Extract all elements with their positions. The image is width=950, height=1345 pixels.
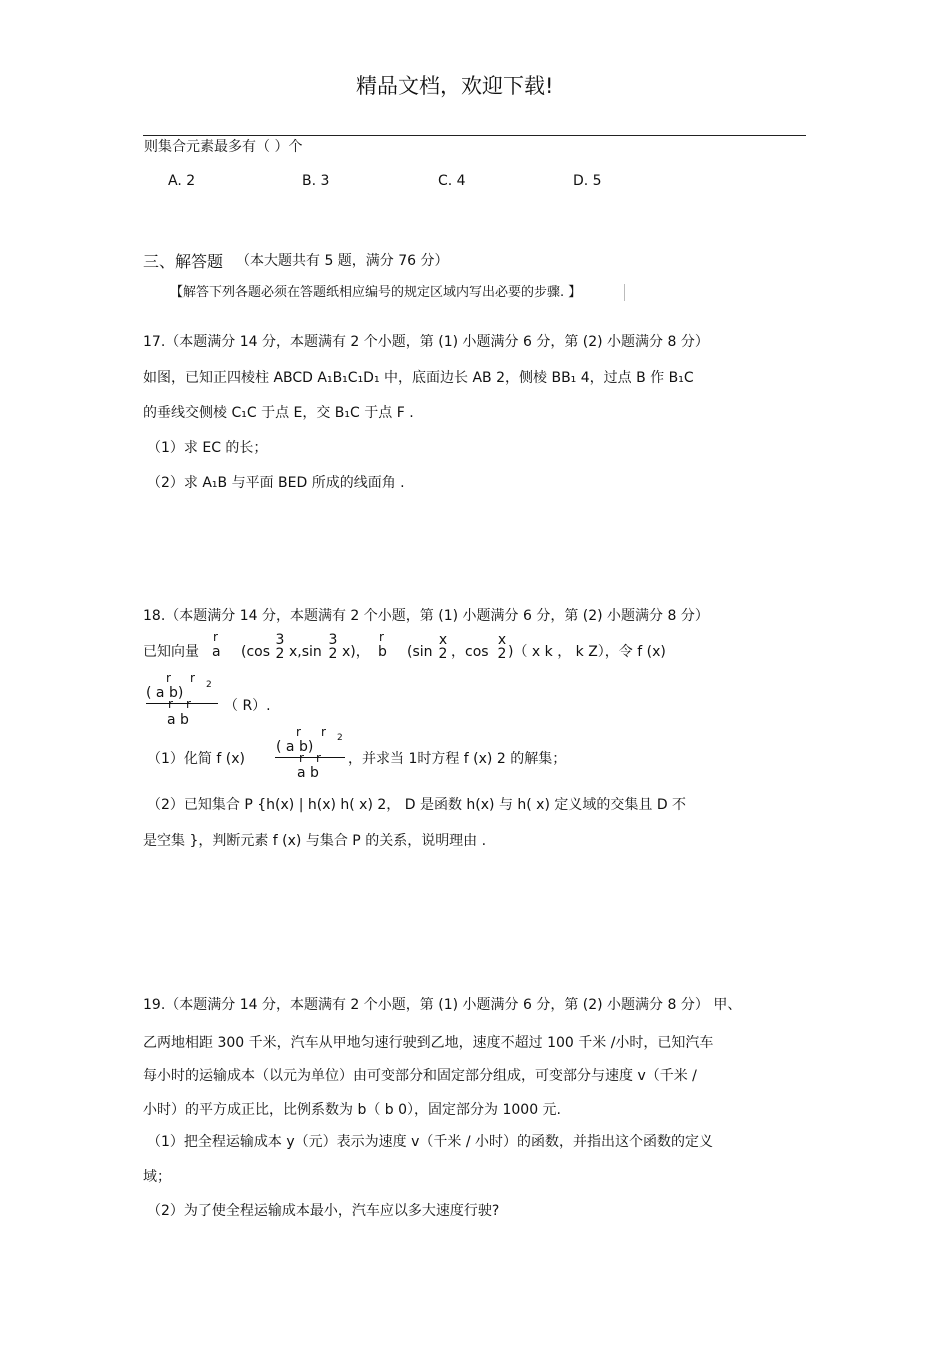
q19-part1-line2: 域；: [143, 1169, 171, 1185]
line1-rest: )（ x k ， k Z），令 f (x): [508, 644, 666, 660]
fx-frac-den: a b: [167, 712, 189, 728]
vec-a-arrow: r: [166, 671, 171, 685]
page-header-title: 精品文档，欢迎下载!: [356, 74, 554, 98]
frac-num: x: [438, 632, 448, 648]
q19-line2: 乙两地相距 300 千米，汽车从甲地匀速行驶到乙地，速度不超过 100 千米 /小时，已知汽车: [143, 1035, 714, 1051]
part1-frac-den: a b: [297, 765, 319, 781]
q19-part1-line1: （1）把全程运输成本 y（元）表示为速度 v（千米 / 小时）的函数，并指出这个函数的定义: [147, 1134, 713, 1150]
fx-frac-bar: [146, 703, 218, 704]
vec-a-arrow: r: [168, 697, 173, 711]
fraction-3-over-2-b: [326, 633, 340, 661]
q19-part2: （2）为了使全程运输成本最小，汽车应以多大速度行驶?: [147, 1203, 500, 1219]
part1-frac-sq: 2: [337, 733, 343, 743]
q18-header: 18.（本题满分 14 分，本题满有 2 个小题，第 (1) 小题满分 6 分，第 (2) 小题满分 8 分）: [143, 608, 709, 624]
vec-b-arrow: r: [190, 671, 195, 685]
frac-num: 3: [328, 632, 338, 648]
fx-frac-sq: 2: [206, 680, 212, 690]
part1-frac-bar: [275, 757, 345, 758]
q18-part2-line1: （2）已知集合 P {h(x) | h(x) h( x) 2， D 是函数 h(x) 与 h( x) 定义域的交集且 D 不: [147, 797, 687, 813]
frac-num: x: [497, 632, 507, 648]
section-info: （本大题共有 5 题，满分 76 分）: [236, 253, 449, 269]
vec-b-arrow: r: [379, 630, 384, 644]
q19-line4: 小时）的平方成正比，比例系数为 b（ b 0），固定部分为 1000 元.: [143, 1102, 562, 1118]
frac-den: 2: [275, 646, 285, 662]
option-b: B. 3: [302, 173, 330, 189]
q18-part1-post: ，并求当 1时方程 f (x) 2 的解集；: [348, 751, 567, 767]
fraction-x-over-2-b: [496, 633, 508, 661]
section-note: 【解答下列各题必须在答题纸相应编号的规定区域内写出必要的步骤. 】: [170, 285, 582, 300]
fraction-3-over-2-a: [273, 633, 287, 661]
fx-frac-num: ( a b): [146, 685, 184, 701]
vec-a-arrow: r: [213, 630, 218, 644]
vec-b-arrow: r: [316, 751, 321, 765]
question-stem: 则集合元素最多有（ ）个: [144, 139, 303, 155]
q17-line2: 的垂线交侧棱 C₁C 于点 E，交 B₁C 于点 F .: [143, 405, 414, 421]
vec-b-arrow: r: [321, 725, 326, 739]
q17-line1: 如图，已知正四棱柱 ABCD A₁B₁C₁D₁ 中，底面边长 AB 2，侧棱 BB₁ 4，过点 B 作 B₁C: [143, 370, 694, 386]
x-close: x)，: [342, 644, 370, 660]
x-sin: x,sin: [289, 644, 322, 660]
frac-den: 2: [497, 646, 507, 662]
q18-line1-label: 已知向量: [143, 644, 199, 660]
sin-open: (sin: [407, 644, 433, 660]
cos-open: (cos: [241, 644, 271, 660]
q17-header: 17.（本题满分 14 分，本题满有 2 个小题，第 (1) 小题满分 6 分，第 (2) 小题满分 8 分）: [143, 334, 709, 350]
vec-a-arrow: r: [296, 725, 301, 739]
q19-line3: 每小时的运输成本（以元为单位）由可变部分和固定部分组成，可变部分与速度 v（千米 /: [143, 1068, 697, 1084]
vec-b-arrow: r: [186, 697, 191, 711]
vec-a: a: [212, 644, 221, 660]
option-d: D. 5: [573, 173, 602, 189]
part1-frac-num: ( a b): [276, 739, 314, 755]
option-a: A. 2: [168, 173, 196, 189]
frac-den: 2: [328, 646, 338, 662]
fraction-x-over-2-a: [437, 633, 449, 661]
option-c: C. 4: [438, 173, 466, 189]
note-box-edge: [624, 284, 625, 301]
vec-a-arrow: r: [299, 751, 304, 765]
q19-line1: 19.（本题满分 14 分，本题满有 2 个小题，第 (1) 小题满分 6 分，第 (2) 小题满分 8 分） 甲、: [143, 997, 742, 1013]
comma-cos: ，cos: [451, 644, 489, 660]
q17-part1: （1）求 EC 的长；: [147, 440, 268, 456]
header-rule: [143, 135, 806, 136]
frac-den: 2: [438, 646, 448, 662]
vec-b: b: [378, 644, 387, 660]
q17-part2: （2）求 A₁B 与平面 BED 所成的线面角 .: [147, 475, 405, 491]
q18-part2-line2: 是空集 }，判断元素 f (x) 与集合 P 的关系，说明理由 .: [143, 833, 487, 849]
fx-frac-after: （ R）.: [224, 698, 271, 714]
q18-part1-pre: （1）化简 f (x): [147, 751, 245, 767]
section-title: 三、解答题: [143, 252, 224, 271]
frac-num: 3: [275, 632, 285, 648]
